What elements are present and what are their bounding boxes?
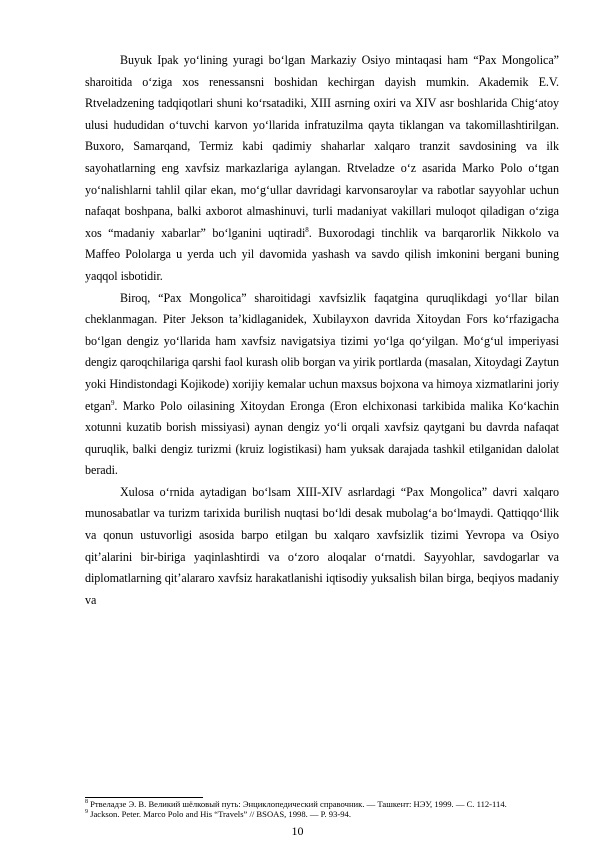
paragraph-3 [85, 482, 559, 612]
footnote-separator [85, 797, 203, 798]
footnotes [85, 799, 559, 820]
footnote-text: Jackson. Peter. Marco Polo and His “Travels” // BSOAS, 1998. — P. 93-94. [88, 809, 351, 820]
page-body [85, 50, 559, 611]
paragraph-1-tail: . Buxorodagi tinchlik va barqarorlik Nikkolo va Maffeo Pololarga u yerda uch yil davomida yashash va savdo qilish imkonini bergani buning yaqqol isbotidir. [85, 225, 559, 283]
page-number: 10 [291, 824, 304, 838]
paragraph-1 [85, 50, 559, 288]
footnote-number: 9 [85, 809, 88, 816]
footnote-9 [85, 809, 559, 819]
footnote-ref-9[interactable]: 9 [110, 398, 115, 407]
paragraph-1-text: Buyuk Ipak yo‘lining yuragi bo‘lgan Markaziy Osiyo mintaqasi ham “Pax Mongolica” sharoitida o‘ziga xos renessansni boshidan kechirgan dayish mumkin. Akademik E.V. Rtveladzening tadqiqotlari shuni ko‘rsatadiki, XIII asrning oxiri va XIV asr boshlarida Chig‘atoy ulusi hududidan o‘tuvchi karvon yo‘llarida infratuzilma qayta tiklangan va takomillashtirilgan. Buxoro, Samarqand, Termiz kabi qadimiy shaharlar xalqaro tranzit savdosining va ilk sayohatlarning eng xavfsiz markazlariga aylangan. Rtveladze o‘z asarida Marko Polo o‘tgan yo‘nalishlarni tahlil qilar ekan, mo‘g‘ullar davridagi karvonsaroylar va rabotlar sayyohlar uchun nafaqat boshpana, balki axborot almashinuvi, turli madaniyat vakillari muloqot qiladigan o‘ziga xos “madaniy xabarlar” bo‘lganini uqtiradi [85, 53, 559, 240]
footnote-8 [85, 799, 559, 809]
paragraph-2 [85, 288, 559, 482]
footnote-ref-8[interactable]: 8 [305, 225, 309, 234]
footnote-number: 8 [85, 799, 88, 806]
paragraph-3-text: Xulosa o‘rnida aytadigan bo‘lsam XIII-XIV asrlardagi “Pax Mongolica” davri xalqaro munosabatlar va turizm tarixida burilish nuqtasi bo‘ldi desak mubolag‘a bo‘lmaydi. Qattiqqo‘llik va qonun ustuvorligi asosida barpo etilgan bu xalqaro xavfsizlik tizimi Yevropa va Osiyo qit’alarini bir-biriga yaqinlashtirdi va o‘zoro aloqalar o‘rnatdi. Sayyohlar, savdogarlar va diplomatlarning qit’alararo xavfsiz harakatlanishi iqtisodiy yuksalish bilan birga, beqiyos madaniy va [85, 484, 559, 607]
paragraph-2-text: Biroq, “Pax Mongolica” sharoitidagi xavfsizlik faqatgina quruqlikdagi yo‘llar bilan cheklanmagan. Piter Jekson ta’kidlaganidek, Xubilayxon davrida Xitoydan Fors ko‘rfazigacha bo‘lgan dengiz yo‘llarida ham xavfsiz navigatsiya tizimi yo‘lga qo‘yilgan. Mo‘g‘ul imperiyasi dengiz qaroqchilariga qarshi faol kurash olib borgan va yirik portlarda (masalan, Xitoydagi Zaytun yoki Hindistondagi Kojikode) xorijiy kemalar uchun maxsus bojxona va himoya xizmatlarini joriy etgan [85, 290, 559, 413]
footnote-text: Ртвеладзе Э. В. Великий шёлковый путь: Энциклопедический справочник. — Ташкент: НЭУ, 1999. — С. 112-114. [88, 799, 507, 809]
paragraph-2-tail: . Marko Polo oilasining Xitoydan Eronga (Eron elchixonasi tarkibida malika Ko‘kachin xotunni kuzatib borish missiyasi) aynan dengiz yo‘li orqali xavfsiz qaytgani bu davrda nafaqat quruqlik, balki dengiz turizmi (kruiz logistikasi) ham yuksak darajada tashkil etilganidan dalolat beradi. [85, 398, 559, 478]
